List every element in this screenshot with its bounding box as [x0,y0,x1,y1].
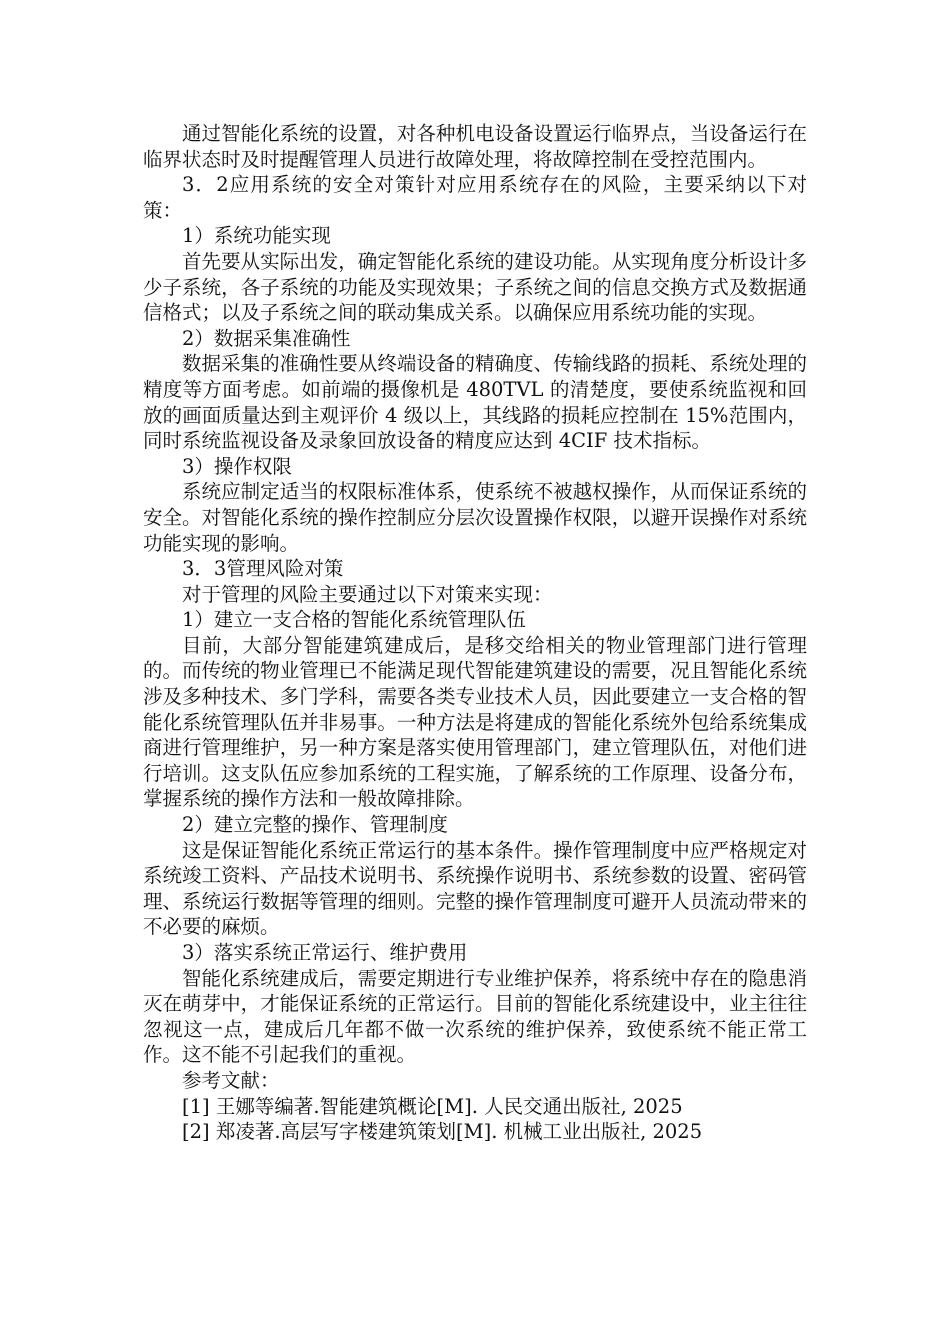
subheading: 1）建立一支合格的智能化系统管理队伍 [182,608,526,632]
subheading: 2）建立完整的操作、管理制度 [182,813,448,837]
paragraph: 对于管理的风险主要通过以下对策来实现： [182,582,553,606]
section-heading: 3．3管理风险对策 [182,557,344,581]
reference-item: [1] 王娜等编著.智能建筑概论[M]. 人民交通出版社, 2025 [182,1094,683,1118]
subheading: 2）数据采集准确性 [182,326,351,350]
paragraph: 智能化系统建成后，需要定期进行专业维护保养，将系统中存在的隐患消灭在萌芽中，才能保证系统的正常运行。目前的智能化系统建设中，业主往往忽视这一点，建成后几年都不做一次系统的维护保养，致使系统不能正常工作。这不能不引起我们的重视。 [143,966,807,1067]
paragraph: 目前，大部分智能建筑建成后，是移交给相关的物业管理部门进行管理的。而传统的物业管理已不能满足现代智能建筑建设的需要，况且智能化系统涉及多种技术、多门学科，需要各类专业技术人员，因此要建立一支合格的智能化系统管理队伍并非易事。一种方法是将建成的智能化系统外包给系统集成商进行管理维护，另一种方案是落实使用管理部门，建立管理队伍，对他们进行培训。这支队伍应参加系统的工程实施，了解系统的工作原理、设备分布，掌握系统的操作方法和一般故障排除。 [143,633,807,811]
paragraph: 系统应制定适当的权限标准体系，使系统不被越权操作，从而保证系统的安全。对智能化系统的操作控制应分层次设置操作权限，以避开误操作对系统功能实现的影响。 [143,480,807,555]
subheading: 3）操作权限 [182,454,292,478]
reference-item: [2] 郑凌著.高层写字楼建筑策划[M]. 机械工业出版社, 2025 [182,1120,703,1144]
subheading: 1）系统功能实现 [182,224,331,248]
document-body [143,121,807,1145]
paragraph: 数据采集的准确性要从终端设备的精确度、传输线路的损耗、系统处理的精度等方面考虑。如前端的摄像机是 480TVL 的清楚度，要使系统监视和回放的画面质量达到主观评价 4 级以上，其线路的损耗应控制在 15%范围内，同时系统监视设备及录象回放设备的精度应达到 4CIF 技术指标。 [143,352,807,453]
paragraph: 这是保证智能化系统正常运行的基本条件。操作管理制度中应严格规定对系统竣工资料、产品技术说明书、系统操作说明书、系统参数的设置、密码管理、系统运行数据等管理的细则。完整的操作管理制度可避开人员流动带来的不必要的麻烦。 [143,838,807,939]
paragraph: 首先要从实际出发，确定智能化系统的建设功能。从实现角度分析设计多少子系统，各子系统的功能及实现效果；子系统之间的信息交换方式及数据通信格式；以及子系统之间的联动集成关系。以确保应用系统功能的实现。 [143,249,807,325]
section-heading: 3．2应用系统的安全对策针对应用系统存在的风险，主要采纳以下对策： [143,173,807,222]
subheading: 3）落实系统正常运行、维护费用 [182,941,468,964]
paragraph: 通过智能化系统的设置，对各种机电设备设置运行临界点，当设备运行在临界状态时及时提醒管理人员进行故障处理，将故障控制在受控范围内。 [143,122,807,171]
references-heading: 参考文献： [182,1068,280,1092]
